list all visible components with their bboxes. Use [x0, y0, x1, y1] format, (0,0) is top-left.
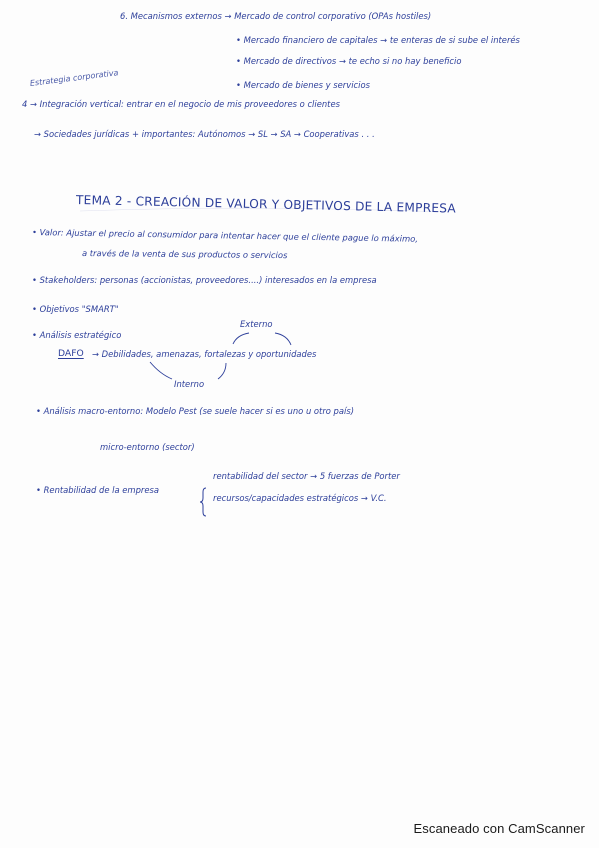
arrow-to-externo-right	[275, 333, 291, 345]
note-line-analisis-estrategico: • Análisis estratégico	[32, 330, 122, 340]
note-line-valor-cont: a través de la venta de sus productos o servicios	[81, 248, 288, 261]
note-line-rentabilidad-sector: rentabilidad del sector → 5 fuerzas de Porter	[213, 471, 400, 481]
section-title: TEMA 2 - CREACIÓN DE VALOR Y OBJETIVOS DE LA EMPRESA	[75, 193, 457, 216]
margin-label-estrategia: Estrategia corporativa	[29, 68, 119, 88]
label-externo: Externo	[240, 319, 273, 329]
note-line-micro-entorno: micro-entorno (sector)	[100, 442, 195, 452]
note-line-mercado-bienes: • Mercado de bienes y servicios	[236, 80, 370, 90]
note-line-dafo: → Debilidades, amenazas, fortalezas y oportunidades	[92, 349, 317, 359]
note-line-valor: • Valor: Ajustar el precio al consumidor para intentar hacer que el cliente pague lo máximo,	[31, 227, 419, 244]
label-interno: Interno	[174, 379, 205, 389]
note-line-mercado-financiero: • Mercado financiero de capitales → te enteras de si sube el interés	[236, 35, 520, 45]
arrow-to-externo-left	[233, 333, 249, 344]
note-line-macro-entorno: • Análisis macro-entorno: Modelo Pest (se suele hacer si es uno u otro país)	[36, 406, 354, 416]
arrow-to-interno-left	[150, 362, 172, 379]
arrow-to-interno-right	[218, 363, 226, 379]
note-line-mercado-directivos: • Mercado de directivos → te echo si no hay beneficio	[236, 56, 462, 66]
note-line-objetivos: • Objetivos "SMART"	[32, 304, 119, 314]
note-line-rentabilidad: • Rentabilidad de la empresa	[36, 485, 159, 495]
note-line-integracion-vertical: 4 → Integración vertical: entrar en el negocio de mis proveedores o clientes	[22, 99, 340, 109]
note-line-recursos: recursos/capacidades estratégicos → V.C.	[213, 493, 387, 503]
scanner-watermark: Escaneado con CamScanner	[413, 821, 585, 836]
note-line-sociedades: → Sociedades jurídicas + importantes: Autónomos → SL → SA → Cooperativas . . .	[34, 129, 375, 139]
label-dafo: DAFO	[58, 348, 84, 359]
note-line-stakeholders: • Stakeholders: personas (accionistas, proveedores....) interesados en la empresa	[32, 275, 377, 285]
bracket-shape	[200, 488, 206, 516]
note-line-mecanismos: 6. Mecanismos externos → Mercado de control corporativo (OPAs hostiles)	[120, 11, 432, 21]
